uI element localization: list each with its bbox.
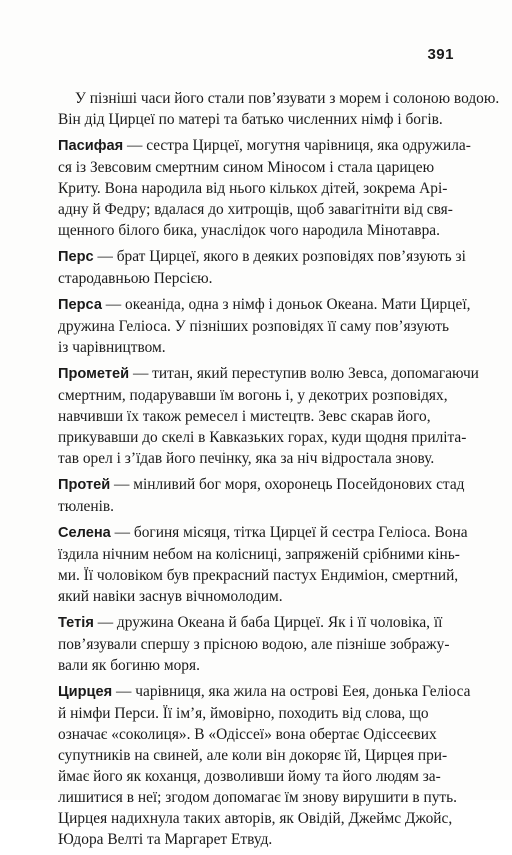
entry-definition-line: смертним, подарувавши їм вогонь і, у декотрих розповідях, — [58, 387, 448, 404]
entry-definition-start: — чарівниця, яка жила на острові Еея, донька Геліоса — [112, 683, 471, 700]
entry-term: Протей — [58, 477, 111, 493]
entry-definition-line: стародавньою Персією. — [58, 270, 213, 287]
entry-first-line — [58, 88, 500, 109]
entry-definition-line: лишитися в неї; згодом допомагає їм знову вирушити в путь. — [58, 789, 457, 806]
entry-first-line — [58, 681, 471, 703]
entry-term: Перса — [58, 297, 102, 313]
entry-definition-line: тюленів. — [58, 498, 114, 515]
entry-definition-line: супутників на свиней, але коли він докоряє їй, Цирцея при- — [58, 747, 448, 764]
entry-first-line — [58, 474, 465, 496]
glossary-entry — [58, 474, 465, 517]
entry-definition-line: Юдора Велті та Маргарет Етвуд. — [58, 831, 273, 848]
entry-definition-line: який навіки заснув вічномолодим. — [58, 588, 283, 605]
entry-term: Селена — [58, 525, 111, 541]
entry-definition-start: — океаніда, одна з німф і доньок Океана. Мати Цирцеї, — [101, 296, 471, 313]
entry-definition-line: навчивши їх також ремесел і мистецтв. Зевс скарав його, — [58, 408, 431, 425]
entry-definition-line: пов’язували спершу з прісною водою, але пізніше зображу- — [58, 636, 450, 653]
glossary-entry — [58, 294, 471, 358]
entry-first-line — [58, 612, 458, 634]
glossary-entry — [58, 363, 479, 469]
entry-definition-line: ми. Її чоловіком був прекрасний пастух Ендиміон, смертний, — [58, 567, 459, 584]
entry-definition-line: й німфи Перси. Її ім’я, ймовірно, походить від слова, що — [58, 705, 429, 722]
entry-definition-start: — сестра Цирцеї, могутня чарівниця, яка одружила- — [123, 137, 471, 154]
entry-first-line — [58, 294, 471, 316]
entry-definition-line: вали як богиню моря. — [58, 657, 200, 674]
glossary-entry — [58, 612, 458, 676]
entry-definition-line: тав орел і з’їдав його печінку, яка за ніч відростала знову. — [58, 450, 435, 467]
entry-first-line — [58, 135, 471, 157]
entry-definition-start: У пізніші часи його стали пов’язувати з морем і солоною водою. — [75, 90, 500, 107]
glossary-entry — [58, 88, 500, 130]
entry-term: Прометей — [58, 366, 130, 382]
entry-definition-line: адну й Федру; вдалася до хитрощів, щоб завагітніти від свя- — [58, 201, 453, 218]
entry-definition-line: означає «соколиця». В «Одіссеї» вона обертає Одіссеєвих — [58, 726, 437, 743]
glossary-entry — [58, 246, 466, 289]
entry-definition-line: щенного білого бика, унаслідок чого народила Мінотавра. — [58, 222, 440, 239]
page-number: 391 — [427, 46, 454, 63]
entry-definition-line: дружина Геліоса. У пізніших розповідях її саму пов’язують — [58, 318, 450, 335]
entry-term: Цирцея — [58, 684, 113, 700]
entry-first-line — [58, 363, 479, 385]
entry-definition-line: ся із Зевсовим смертним сином Міносом і стала царицею — [58, 159, 435, 176]
entry-definition-line: ймає його як коханця, дозволивши йому та його людям за- — [58, 768, 441, 785]
entry-first-line — [58, 246, 466, 268]
entry-first-line — [58, 522, 468, 544]
entry-definition-start: — богиня місяця, тітка Цирцеї й сестра Геліоса. Вона — [110, 524, 468, 541]
entry-definition-line: їздила нічним небом на колісниці, запряженій срібними кінь- — [58, 546, 460, 563]
glossary-entry — [58, 522, 468, 607]
entry-definition-line: із чарівництвом. — [58, 339, 166, 356]
entry-term: Пасифая — [58, 138, 124, 154]
entry-term: Тетія — [58, 615, 94, 631]
entry-definition-start: — брат Цирцеї, якого в деяких розповідях пов’язують зі — [93, 248, 466, 265]
entry-definition-line: Він дід Цирцеї по матері та батько численних німф і богів. — [58, 111, 443, 128]
glossary-entry — [58, 681, 471, 850]
entry-term: Перс — [58, 249, 94, 265]
entry-definition-line: прикувавши до скелі в Кавказьких горах, куди щодня приліта- — [58, 429, 467, 446]
entry-definition-line: Криту. Вона народила від нього кількох дітей, зокрема Арі- — [58, 180, 448, 197]
glossary-text — [58, 88, 500, 855]
entry-definition-start: — титан, який переступив волю Зевса, допомагаючи — [129, 365, 479, 382]
entry-definition-line: Цирцея надихнула таких авторів, як Овідій, Джеймс Джойс, — [58, 810, 453, 827]
glossary-entry — [58, 135, 471, 241]
entry-definition-start: — дружина Океана й баба Цирцеї. Як і її чоловіка, її — [93, 614, 443, 631]
entry-definition-start: — мінливий бог моря, охоронець Посейдонових стад — [110, 476, 465, 493]
